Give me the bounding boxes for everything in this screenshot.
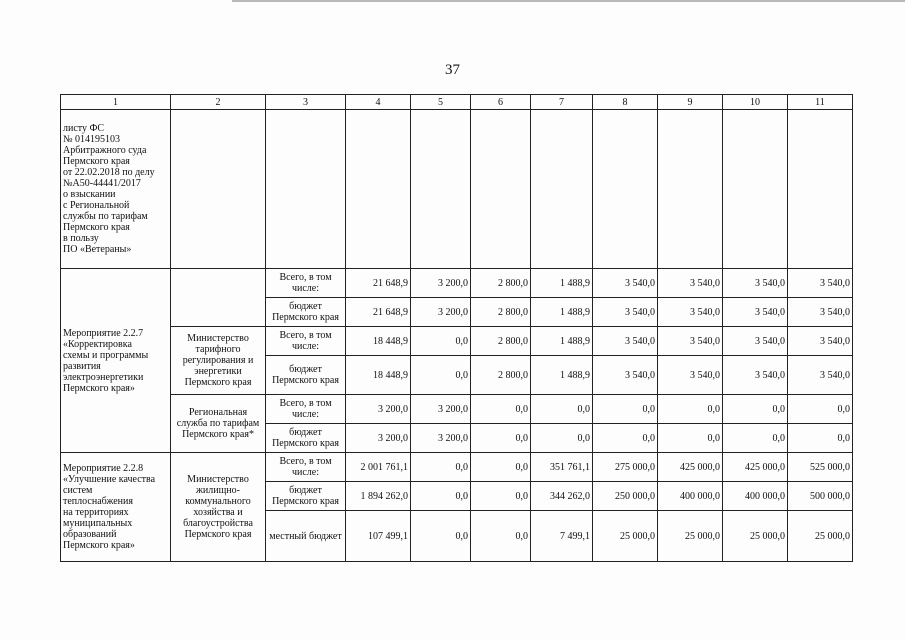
executor-cell: Министерство тарифного регулирования и энергетики Пермского края — [171, 327, 266, 395]
value-cell: 0,0 — [471, 424, 531, 453]
text-line: Пермского края» — [63, 382, 135, 394]
empty-cell — [788, 110, 853, 269]
text-line: Мероприятие 2.2.8 — [63, 463, 144, 474]
value-cell: 344 262,0 — [531, 482, 593, 511]
value-cell: 25 000,0 — [658, 511, 723, 562]
value-cell: 3 540,0 — [723, 356, 788, 395]
header-cell: 2 — [171, 95, 266, 110]
header-cell: 3 — [266, 95, 346, 110]
page-number: 37 — [445, 62, 460, 78]
text-line: Пермского края» — [63, 540, 135, 551]
value-cell: 0,0 — [411, 482, 471, 511]
value-cell: 525 000,0 — [788, 453, 853, 482]
text-line: на территориях — [63, 507, 129, 518]
funding-type-cell: бюджет Пермского края — [266, 482, 346, 511]
value-cell: 3 540,0 — [788, 298, 853, 327]
value-cell: 0,0 — [411, 511, 471, 562]
value-cell: 3 200,0 — [346, 395, 411, 424]
header-cell: 10 — [723, 95, 788, 110]
header-cell: 11 — [788, 95, 853, 110]
text-line: электроэнергетики — [63, 371, 144, 383]
text-line: «Корректировка — [63, 338, 132, 350]
value-cell: 0,0 — [471, 453, 531, 482]
value-cell: 3 540,0 — [658, 356, 723, 395]
value-cell: 0,0 — [411, 453, 471, 482]
header-cell: 5 — [411, 95, 471, 110]
value-cell: 1 488,9 — [531, 298, 593, 327]
value-cell: 3 200,0 — [411, 395, 471, 424]
value-cell: 0,0 — [531, 395, 593, 424]
value-cell: 0,0 — [658, 395, 723, 424]
text-line: образований — [63, 529, 117, 540]
value-cell: 425 000,0 — [658, 453, 723, 482]
value-cell: 2 800,0 — [471, 327, 531, 356]
text-line: Пермского края — [63, 156, 130, 167]
funding-type-cell: Всего, в том числе: — [266, 395, 346, 424]
text-line: теплоснабжения — [63, 496, 133, 507]
value-cell: 3 540,0 — [723, 298, 788, 327]
value-cell: 0,0 — [471, 482, 531, 511]
value-cell: 3 540,0 — [723, 269, 788, 298]
empty-cell — [593, 110, 658, 269]
value-cell: 0,0 — [411, 327, 471, 356]
executor-cell: Министерство жилищно-коммунального хозяйства и благоустройства Пермского края — [171, 453, 266, 562]
text-line: № 014195103 — [63, 134, 121, 145]
text-line: ПО «Ветераны» — [63, 244, 132, 255]
value-cell: 3 540,0 — [723, 327, 788, 356]
value-cell: 3 540,0 — [593, 356, 658, 395]
text-line: №А50-44441/2017 — [63, 178, 141, 189]
measure-228-title-cell — [61, 453, 171, 562]
text-line: схемы и программы — [63, 349, 149, 361]
value-cell: 21 648,9 — [346, 298, 411, 327]
empty-cell — [411, 110, 471, 269]
header-cell: 6 — [471, 95, 531, 110]
value-cell: 0,0 — [658, 424, 723, 453]
value-cell: 0,0 — [723, 395, 788, 424]
empty-cell — [346, 110, 411, 269]
value-cell: 400 000,0 — [723, 482, 788, 511]
funding-type-cell: местный бюджет — [266, 511, 346, 562]
value-cell: 500 000,0 — [788, 482, 853, 511]
value-cell: 0,0 — [593, 395, 658, 424]
table-row — [61, 269, 853, 298]
header-cell: 4 — [346, 95, 411, 110]
value-cell: 425 000,0 — [723, 453, 788, 482]
value-cell: 3 540,0 — [658, 327, 723, 356]
table-row — [61, 395, 853, 424]
value-cell: 3 540,0 — [658, 298, 723, 327]
value-cell: 3 540,0 — [593, 298, 658, 327]
value-cell: 0,0 — [788, 395, 853, 424]
value-cell: 7 499,1 — [531, 511, 593, 562]
executor-cell — [171, 269, 266, 327]
empty-cell — [266, 110, 346, 269]
header-row — [61, 95, 853, 110]
value-cell: 18 448,9 — [346, 327, 411, 356]
text-line: в пользу — [63, 233, 99, 244]
funding-type-cell: Всего, в том числе: — [266, 327, 346, 356]
value-cell: 0,0 — [471, 511, 531, 562]
value-cell: 275 000,0 — [593, 453, 658, 482]
value-cell: 3 540,0 — [788, 327, 853, 356]
value-cell: 3 200,0 — [346, 424, 411, 453]
text-line: развития — [63, 360, 101, 372]
value-cell: 2 800,0 — [471, 269, 531, 298]
text-line: с Региональной — [63, 200, 130, 211]
text-line: службы по тарифам — [63, 211, 148, 222]
value-cell: 25 000,0 — [723, 511, 788, 562]
text-line: Арбитражного суда — [63, 145, 147, 156]
value-cell: 0,0 — [531, 424, 593, 453]
empty-cell — [531, 110, 593, 269]
value-cell: 3 540,0 — [593, 327, 658, 356]
value-cell: 351 761,1 — [531, 453, 593, 482]
value-cell: 0,0 — [471, 395, 531, 424]
value-cell: 1 488,9 — [531, 356, 593, 395]
text-line: от 22.02.2018 по делу — [63, 167, 155, 178]
value-cell: 400 000,0 — [658, 482, 723, 511]
value-cell: 3 540,0 — [788, 269, 853, 298]
funding-type-cell: бюджет Пермского края — [266, 356, 346, 395]
value-cell: 3 540,0 — [788, 356, 853, 395]
measure-227-title-cell — [61, 269, 171, 453]
empty-cell — [723, 110, 788, 269]
value-cell: 25 000,0 — [788, 511, 853, 562]
value-cell: 3 200,0 — [411, 269, 471, 298]
text-line: о взыскании — [63, 189, 116, 200]
text-line: Мероприятие 2.2.7 — [63, 327, 144, 339]
text-line: «Улучшение качества — [63, 474, 156, 485]
continuation-text-cell — [61, 110, 171, 269]
table-row — [61, 327, 853, 356]
funding-type-cell: бюджет Пермского края — [266, 298, 346, 327]
executor-cell: Региональная служба по тарифам Пермского края* — [171, 395, 266, 453]
value-cell: 3 200,0 — [411, 298, 471, 327]
value-cell: 21 648,9 — [346, 269, 411, 298]
header-cell: 7 — [531, 95, 593, 110]
value-cell: 1 894 262,0 — [346, 482, 411, 511]
value-cell: 107 499,1 — [346, 511, 411, 562]
funding-type-cell: Всего, в том числе: — [266, 269, 346, 298]
header-cell: 9 — [658, 95, 723, 110]
value-cell: 250 000,0 — [593, 482, 658, 511]
empty-cell — [471, 110, 531, 269]
empty-cell — [171, 110, 266, 269]
value-cell: 3 540,0 — [593, 269, 658, 298]
program-table — [60, 94, 853, 562]
funding-type-cell: бюджет Пермского края — [266, 424, 346, 453]
value-cell: 0,0 — [411, 356, 471, 395]
value-cell: 1 488,9 — [531, 269, 593, 298]
empty-cell — [658, 110, 723, 269]
value-cell: 18 448,9 — [346, 356, 411, 395]
value-cell: 1 488,9 — [531, 327, 593, 356]
value-cell: 2 800,0 — [471, 356, 531, 395]
scan-edge-line — [232, 0, 905, 2]
value-cell: 2 800,0 — [471, 298, 531, 327]
value-cell: 3 540,0 — [658, 269, 723, 298]
header-cell: 1 — [61, 95, 171, 110]
funding-type-cell: Всего, в том числе: — [266, 453, 346, 482]
value-cell: 0,0 — [788, 424, 853, 453]
text-line: листу ФС — [63, 123, 105, 134]
value-cell: 25 000,0 — [593, 511, 658, 562]
header-cell: 8 — [593, 95, 658, 110]
table-row — [61, 453, 853, 482]
text-line: систем — [63, 485, 93, 496]
table-row — [61, 110, 853, 269]
text-line: Пермского края — [63, 222, 130, 233]
value-cell: 3 200,0 — [411, 424, 471, 453]
text-line: муниципальных — [63, 518, 133, 529]
value-cell: 2 001 761,1 — [346, 453, 411, 482]
value-cell: 0,0 — [723, 424, 788, 453]
value-cell: 0,0 — [593, 424, 658, 453]
